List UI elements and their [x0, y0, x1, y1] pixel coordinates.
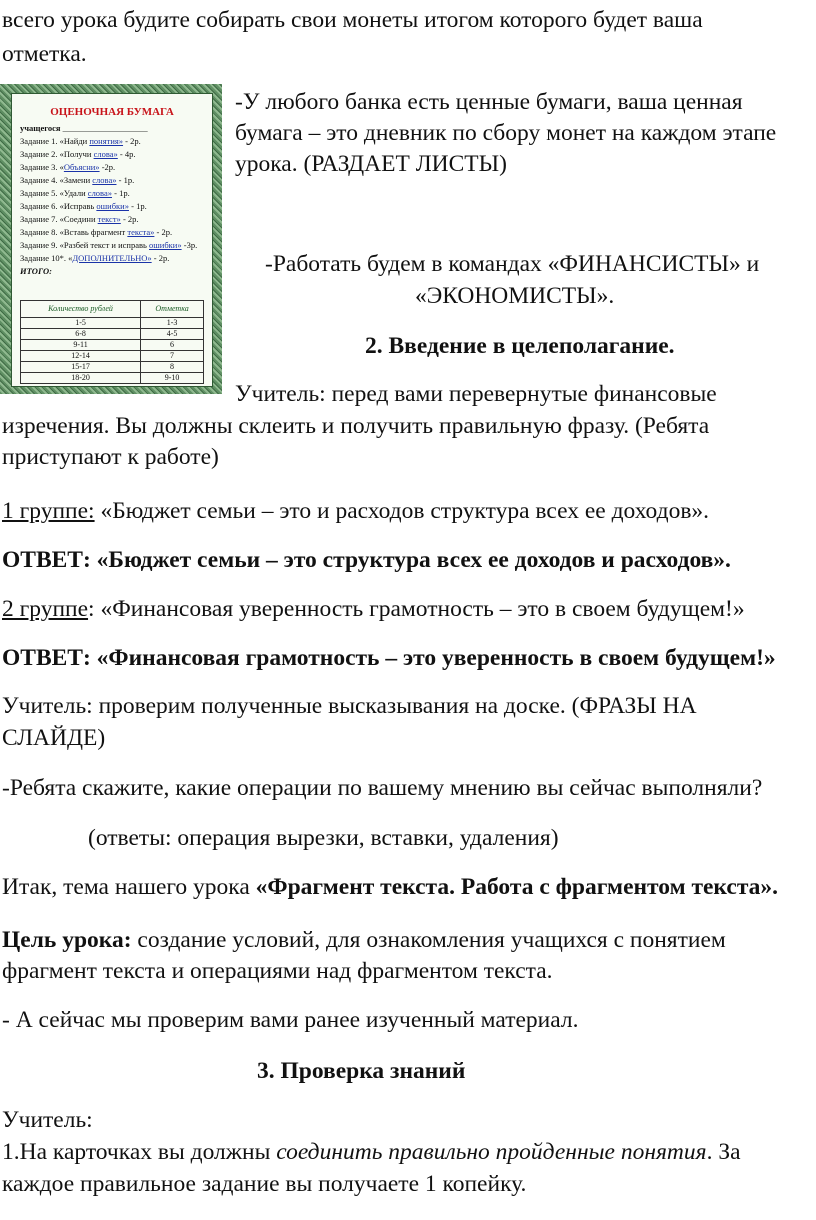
- paper-task-list: [12, 135, 212, 265]
- paper-task-6: Задание 6. «Исправь ошибки» - 1р.: [20, 201, 147, 211]
- section-3-heading: 3. Проверка знаний: [257, 1058, 466, 1084]
- task-emphasis: соединить правильно пройденные понятия: [276, 1139, 707, 1165]
- right-line-1: -У любого банка есть ценные бумаги, ваша ценная: [235, 89, 743, 115]
- table-row: [21, 329, 204, 340]
- question-line: -Ребята скажите, какие операции по вашему мнению вы сейчас выполняли?: [2, 775, 763, 801]
- right-line-4: -Работать будем в командах «ФИНАНСИСТЫ» и: [265, 251, 760, 277]
- table-row: [21, 351, 204, 362]
- check-line-2: СЛАЙДЕ): [2, 725, 106, 751]
- right-line-2: бумага – это дневник по сбору монет на каждом этапе: [235, 120, 777, 146]
- table-cell: 6-8: [21, 329, 141, 340]
- group-2-label: 2 группе: [2, 596, 89, 622]
- table-row: [21, 340, 204, 351]
- right-line-3: урока. (РАЗДАЕТ ЛИСТЫ): [235, 151, 507, 177]
- goal-label: Цель урока:: [2, 927, 132, 953]
- group-1-task: [2, 495, 709, 527]
- answer-2: ОТВЕТ: «Финансовая грамотность – это уверенность в своем будущем!»: [2, 645, 776, 671]
- answer-1: ОТВЕТ: «Бюджет семьи – это структура всех ее доходов и расходов».: [2, 547, 731, 573]
- group-2-text: : «Финансовая уверенность грамотность – это в своем будущем!»: [88, 596, 745, 622]
- paper-total: ИТОГО:: [20, 266, 52, 276]
- task-line-2: каждое правильное задание вы получаете 1 копейку.: [2, 1171, 527, 1197]
- paper-task-3: Задание 3. «Объясни» -2р.: [20, 162, 116, 172]
- topic-line: Итак, тема нашего урока «Фрагмент текста. Работа с фрагментом текста».: [2, 874, 779, 900]
- answers-line: (ответы: операция вырезки, вставки, удаления): [88, 825, 559, 851]
- right-line-5: «ЭКОНОМИСТЫ».: [415, 283, 615, 309]
- paper-title: ОЦЕНОЧНАЯ БУМАГА: [50, 106, 174, 118]
- intro-line-2: отметка.: [2, 41, 87, 67]
- evaluation-paper-image: [0, 84, 222, 394]
- table-row: [21, 373, 204, 384]
- paper-student-line: учащегося ____________________: [20, 123, 148, 133]
- group-1-label: 1 группе:: [2, 498, 95, 524]
- table-cell: 1-3: [141, 318, 204, 329]
- group-1-text: «Бюджет семьи – это и расходов структура всех ее доходов».: [94, 498, 710, 524]
- paper-task-4: Задание 4. «Замени слова» - 1р.: [20, 175, 135, 185]
- body-line-2: приступают к работе): [2, 444, 219, 470]
- table-cell: 1-5: [21, 318, 141, 329]
- evaluation-paper: [11, 93, 213, 387]
- paper-task-8: Задание 8. «Вставь фрагмент текста» - 2р.: [20, 227, 173, 237]
- paper-task-2: Задание 2. «Получи слова» - 4р.: [20, 149, 136, 159]
- review-line: - А сейчас мы проверим вами ранее изученный материал.: [2, 1007, 579, 1033]
- intro-line-1: всего урока будите собирать свои монеты итогом которого будет ваша: [2, 7, 703, 33]
- paper-table-header: Количество рублей: [21, 301, 141, 318]
- topic-title: «Фрагмент текста. Работа с фрагментом текста».: [255, 874, 779, 900]
- paper-task-5: Задание 5. «Удали слова» - 1р.: [20, 188, 130, 198]
- table-cell: 9-10: [141, 373, 204, 384]
- paper-task-10: Задание 10*. «ДОПОЛНИТЕЛЬНО» - 2р.: [20, 253, 170, 263]
- table-cell: 8: [141, 362, 204, 373]
- goal-line-2: фрагмент текста и операциями над фрагментом текста.: [2, 958, 553, 984]
- group-2-task: [2, 593, 745, 625]
- table-cell: 15-17: [21, 362, 141, 373]
- task-line-1: 1.На карточках вы должны соединить правильно пройденные понятия. За: [2, 1139, 741, 1165]
- teacher-label: Учитель:: [2, 1107, 93, 1133]
- right-line-6: Учитель: перед вами перевернутые финансовые: [235, 381, 717, 407]
- table-row: [21, 362, 204, 373]
- table-row: [21, 318, 204, 329]
- check-line-1: Учитель: проверим полученные высказывания на доске. (ФРАЗЫ НА: [2, 693, 697, 719]
- paper-task-7: Задание 7. «Соедини текст» - 2р.: [20, 214, 139, 224]
- paper-task-1: Задание 1. «Найди понятия» - 2р.: [20, 136, 141, 146]
- table-cell: 4-5: [141, 329, 204, 340]
- table-cell: 7: [141, 351, 204, 362]
- goal-line-1: Цель урока: создание условий, для ознакомления учащихся с понятием: [2, 927, 726, 953]
- paper-task-9: Задание 9. «Разбей текст и исправь ошибки» -3р.: [20, 240, 198, 250]
- paper-table-header: Отметка: [141, 301, 204, 318]
- section-2-heading: 2. Введение в целеполагание.: [365, 333, 675, 359]
- table-cell: 9-11: [21, 340, 141, 351]
- table-cell: 12-14: [21, 351, 141, 362]
- table-cell: 18-20: [21, 373, 141, 384]
- paper-grade-table: [20, 300, 204, 384]
- table-cell: 6: [141, 340, 204, 351]
- body-line-1: изречения. Вы должны склеить и получить правильную фразу. (Ребята: [2, 413, 710, 439]
